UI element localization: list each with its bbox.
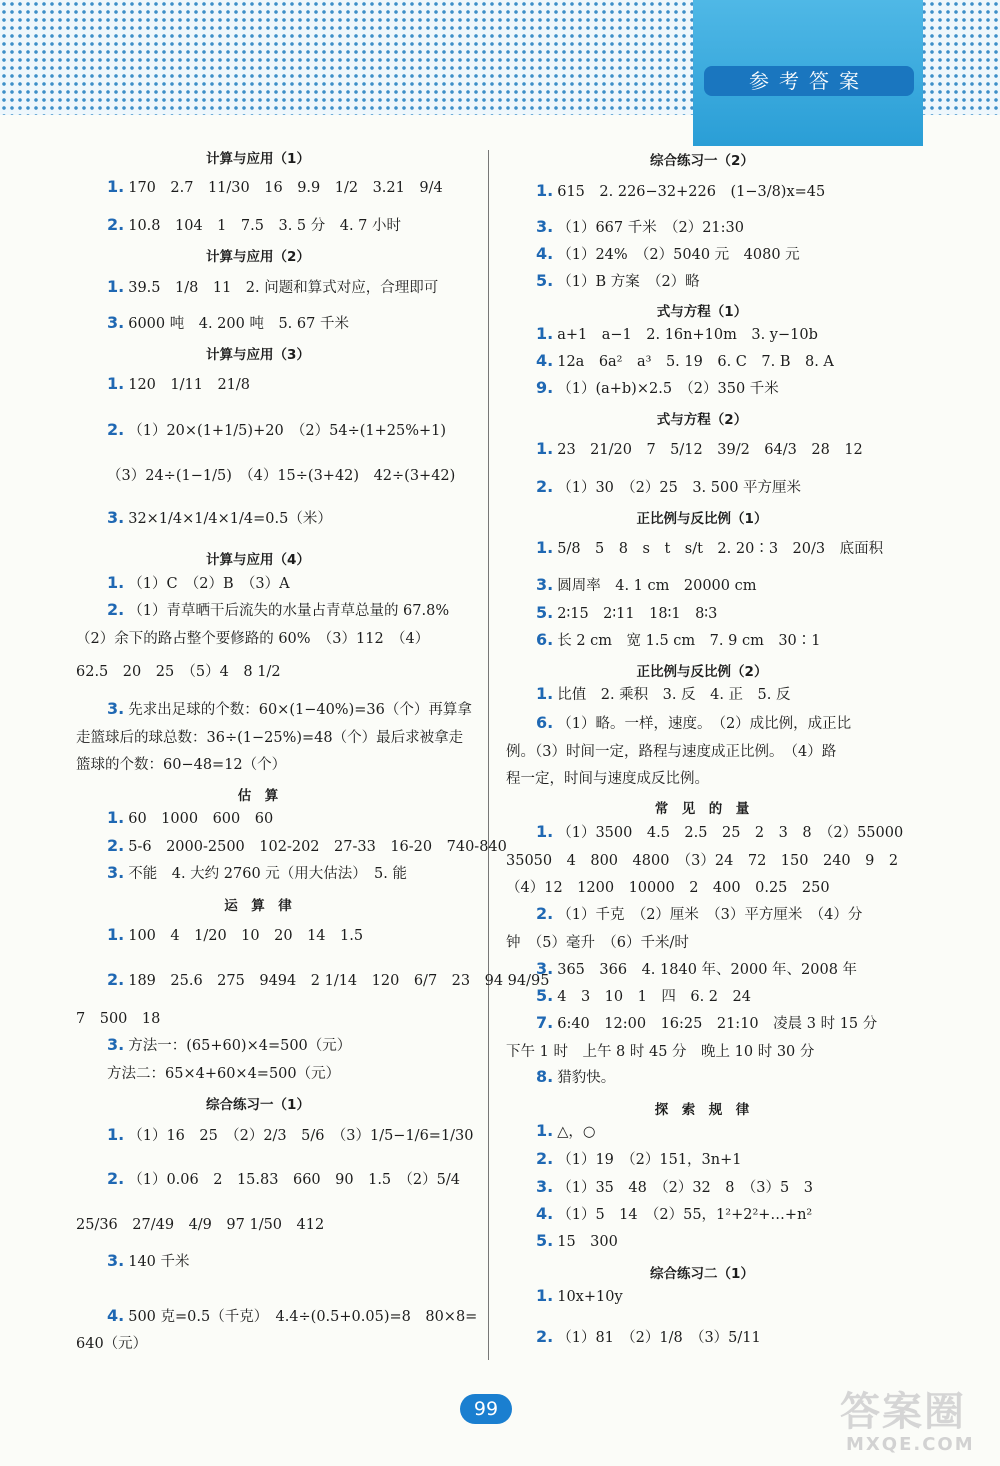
answer-line xyxy=(107,807,273,828)
question-number: 4. xyxy=(536,351,554,370)
question-number: 5. xyxy=(536,1231,554,1250)
answer-line xyxy=(76,726,463,747)
answer-text: （1）24% （2）5040 元 4080 元 xyxy=(557,247,800,263)
section-heading: 正比例与反比例（2） xyxy=(636,664,768,680)
answer-line xyxy=(536,683,791,704)
answer-text: 39.5 1/8 11 2. 问题和算式对应，合理即可 xyxy=(128,280,439,296)
answer-line xyxy=(506,876,830,897)
answer-line xyxy=(536,629,821,650)
answer-line xyxy=(107,969,549,990)
answer-line xyxy=(536,323,818,344)
answer-line xyxy=(536,1012,877,1033)
answer-line xyxy=(536,821,903,842)
question-number: 1. xyxy=(107,573,125,592)
question-number: 3. xyxy=(107,699,125,718)
question-number: 2. xyxy=(107,420,125,439)
answer-line xyxy=(107,572,290,593)
section-heading: 计算与应用（1） xyxy=(206,151,310,167)
question-number: 7. xyxy=(536,1013,554,1032)
page-title: 参考答案 xyxy=(704,66,914,96)
question-number: 1. xyxy=(536,439,554,458)
answer-text: 长 2 cm 宽 1.5 cm 7. 9 cm 30∶1 xyxy=(557,633,821,649)
answer-text: △，○ xyxy=(557,1124,596,1140)
answer-text: 5-6 2000-2500 102-202 27-33 16-20 740-840 xyxy=(128,839,507,855)
question-number: 4. xyxy=(536,244,554,263)
question-number: 1. xyxy=(536,181,554,200)
section-heading: 正比例与反比例（1） xyxy=(636,511,768,527)
answer-line xyxy=(107,507,332,528)
answer-text: 25/36 27/49 4/9 97 1/50 412 xyxy=(76,1217,325,1233)
answer-text: （1）667 千米 （2）21:30 xyxy=(557,220,744,236)
question-number: 4. xyxy=(536,1204,554,1223)
question-number: 3. xyxy=(536,1177,554,1196)
answer-line xyxy=(107,176,443,197)
question-number: 3. xyxy=(107,508,125,527)
question-number: 2. xyxy=(107,970,125,989)
question-number: 1. xyxy=(536,822,554,841)
section-heading: 计算与应用（4） xyxy=(206,552,310,568)
answer-text: 7 500 18 xyxy=(76,1011,161,1027)
question-number: 5. xyxy=(536,271,554,290)
answer-text: 500 克=0.5（千克） 4.4÷(0.5+0.05)=8 80×8= xyxy=(128,1309,478,1325)
question-number: 2. xyxy=(107,600,125,619)
answer-text: 走篮球后的球总数：36÷(1−25%)=48（个）最后求被拿走 xyxy=(76,730,464,746)
question-number: 3. xyxy=(536,217,554,236)
answer-line xyxy=(536,1120,596,1141)
answer-text: （1）3500 4.5 2.5 25 2 3 8 （2）55000 xyxy=(557,825,904,841)
answer-line xyxy=(536,712,851,733)
answer-line xyxy=(107,862,407,883)
answer-text: （1）5 14 （2）55，1²+2²+…+n² xyxy=(557,1207,813,1223)
answer-text: 35050 4 800 4800 （3）24 72 150 240 9 2 xyxy=(506,853,899,869)
answer-line xyxy=(536,537,883,558)
answer-text: （1）35 48 （2）32 8 （3）5 3 xyxy=(557,1180,813,1196)
answer-line xyxy=(506,740,836,761)
answer-line xyxy=(107,1062,340,1083)
answer-text: 12a 6a² a³ 5. 19 6. C 7. B 8. A xyxy=(557,354,834,370)
answer-text: 6:40 12:00 16:25 21:10 凌晨 3 时 15 分 xyxy=(557,1016,878,1032)
answer-text: 100 4 1/20 10 20 14 1.5 xyxy=(128,928,364,944)
question-number: 1. xyxy=(536,1121,554,1140)
answer-line xyxy=(107,1305,477,1326)
answer-line xyxy=(107,599,449,620)
answer-text: （1）81 （2）1/8 （3）5/11 xyxy=(557,1330,761,1346)
answer-line xyxy=(107,1250,190,1271)
section-heading: 式与方程（1） xyxy=(656,304,748,320)
page-number: 99 xyxy=(460,1394,512,1424)
answer-text: （3）24÷(1−1/5) （4）15÷(3+42) 42÷(3+42) xyxy=(107,468,456,484)
answer-text: 比值 2. 乘积 3. 反 4. 正 5. 反 xyxy=(557,687,791,703)
question-number: 4. xyxy=(107,1306,125,1325)
answer-line xyxy=(536,602,717,623)
question-number: 9. xyxy=(536,378,554,397)
section-heading: 估 算 xyxy=(237,788,279,804)
answer-text: 6000 吨 4. 200 吨 5. 67 千米 xyxy=(128,316,349,332)
answer-text: 140 千米 xyxy=(128,1254,190,1270)
answer-text: （1）0.06 2 15.83 660 90 1.5 （2）5/4 xyxy=(128,1172,460,1188)
answer-text: 62.5 20 25 （5）4 8 1/2 xyxy=(76,664,281,680)
answer-line xyxy=(107,1034,351,1055)
answer-text: （2）余下的路占整个要修路的 60% （3）112 （4） xyxy=(76,631,430,647)
question-number: 5. xyxy=(536,986,554,1005)
answer-text: （1）(a+b)×2.5 （2）350 千米 xyxy=(557,381,779,397)
question-number: 1. xyxy=(107,925,125,944)
answer-text: 32×1/4×1/4×1/4=0.5（米） xyxy=(128,511,332,527)
answer-line xyxy=(536,1148,741,1169)
question-number: 2. xyxy=(107,836,125,855)
question-number: 8. xyxy=(536,1067,554,1086)
section-heading: 运 算 律 xyxy=(224,898,292,914)
answer-text: 圆周率 4. 1 cm 20000 cm xyxy=(557,578,757,594)
answer-line xyxy=(107,373,250,394)
answer-line xyxy=(107,924,363,945)
section-heading: 探 索 规 律 xyxy=(654,1102,750,1118)
answer-line xyxy=(536,377,779,398)
section-heading: 综合练习一（2） xyxy=(650,153,754,169)
question-number: 2. xyxy=(107,215,125,234)
answer-text: （1）青草晒干后流失的水量占青草总量的 67.8% xyxy=(128,603,450,619)
answer-line xyxy=(506,931,689,952)
answer-text: （1）C （2）B （3）A xyxy=(128,576,290,592)
answer-text: 程一定，时间与速度成反比例。 xyxy=(506,771,709,787)
question-number: 1. xyxy=(107,808,125,827)
answer-text: （1）20×(1+1/5)+20 （2）54÷(1+25%+1) xyxy=(128,423,447,439)
answer-line xyxy=(76,1213,324,1234)
answer-text: 615 2. 226−32+226 (1−3/8)x=45 xyxy=(557,184,826,200)
answer-line xyxy=(76,627,429,648)
answer-line xyxy=(107,276,438,297)
question-number: 3. xyxy=(536,959,554,978)
question-number: 2. xyxy=(536,904,554,923)
answer-line xyxy=(107,464,455,485)
answer-text: （1）16 25 （2）2/3 5/6 （3）1/5−1/6=1/30 xyxy=(128,1128,474,1144)
question-number: 3. xyxy=(107,1251,125,1270)
answer-line xyxy=(536,1286,623,1305)
question-number: 2. xyxy=(536,477,554,496)
answer-text: （4）12 1200 10000 2 400 0.25 250 xyxy=(506,880,830,896)
watermark-logo: 答案圈 xyxy=(840,1389,966,1435)
section-heading: 常 见 的 量 xyxy=(654,801,750,817)
answer-line xyxy=(76,1007,160,1028)
answer-text: 5/8 5 8 s t s/t 2. 20∶3 20/3 底面积 xyxy=(557,541,884,557)
answer-line xyxy=(107,1168,460,1189)
answer-text: 猎豹快。 xyxy=(557,1070,616,1086)
answer-text: 例。（3）时间一定，路程与速度成正比例。 （4）路 xyxy=(506,744,837,760)
answer-line xyxy=(107,214,401,235)
answer-text: （1）略。一样，速度。 （2）成比例，成正比 xyxy=(557,716,852,732)
question-number: 3. xyxy=(107,1035,125,1054)
answer-line xyxy=(506,767,709,788)
section-heading: 综合练习一（1） xyxy=(206,1097,310,1113)
answer-text: 60 1000 600 60 xyxy=(128,811,274,827)
answer-line xyxy=(107,312,349,333)
answer-text: （1）30 （2）25 3. 500 平方厘米 xyxy=(557,480,802,496)
answer-text: 10.8 104 1 7.5 3. 5 分 4. 7 小时 xyxy=(128,218,402,234)
answer-line xyxy=(536,180,825,201)
question-number: 2. xyxy=(107,1169,125,1188)
section-heading: 计算与应用（2） xyxy=(206,249,310,265)
question-number: 2. xyxy=(536,1327,554,1346)
answer-line xyxy=(536,903,862,924)
answer-text: 篮球的个数：60−48=12（个） xyxy=(76,757,287,773)
answer-text: 365 366 4. 1840 年、2000 年、2008 年 xyxy=(557,962,858,978)
question-number: 6. xyxy=(536,630,554,649)
answer-text: 钟 （5）毫升 （6）千米/时 xyxy=(506,935,689,951)
answer-line xyxy=(536,270,700,291)
answer-text: （1）千克 （2）厘米 （3）平方厘米 （4）分 xyxy=(557,907,863,923)
answer-text: 15 300 xyxy=(557,1234,618,1250)
answer-line xyxy=(536,1066,615,1087)
answer-text: （1）19 （2）151，3n+1 xyxy=(557,1152,742,1168)
answer-text: 4 3 10 1 四 6. 2 24 xyxy=(557,989,751,1005)
answer-line xyxy=(536,1326,761,1347)
answer-line xyxy=(107,419,446,440)
watermark-url: MXQE.COM xyxy=(846,1434,975,1455)
question-number: 1. xyxy=(536,324,554,343)
answer-line xyxy=(536,476,801,497)
answer-line xyxy=(536,350,834,371)
answer-text: 不能 4. 大约 2760 元（用大估法） 5. 能 xyxy=(128,866,407,882)
question-number: 1. xyxy=(107,177,125,196)
answer-text: 23 21/20 7 5/12 39/2 64/3 28 12 xyxy=(557,442,863,458)
column-divider xyxy=(488,150,489,1360)
answer-text: （1）B 方案 （2）略 xyxy=(557,274,700,290)
answer-line xyxy=(76,1332,147,1353)
question-number: 3. xyxy=(107,863,125,882)
question-number: 1. xyxy=(107,1125,125,1144)
section-heading: 式与方程（2） xyxy=(656,412,748,428)
section-heading: 计算与应用（3） xyxy=(206,347,310,363)
answer-text: 2∶15 2∶11 18∶1 8∶3 xyxy=(557,606,718,622)
answer-line xyxy=(76,660,281,681)
answer-line xyxy=(536,985,751,1006)
answer-text: 189 25.6 275 9494 2 1/14 120 6/7 23 94 94/95 xyxy=(128,973,550,989)
question-number: 2. xyxy=(536,1149,554,1168)
question-number: 6. xyxy=(536,713,554,732)
question-number: 1. xyxy=(107,374,125,393)
answer-line xyxy=(536,1230,618,1251)
answer-text: 10x+10y xyxy=(557,1289,623,1305)
answer-line xyxy=(536,216,744,237)
answer-text: 下午 1 时 上午 8 时 45 分 晚上 10 时 30 分 xyxy=(506,1044,815,1060)
answer-line xyxy=(536,243,800,264)
answer-line xyxy=(536,574,756,595)
question-number: 1. xyxy=(107,277,125,296)
answer-text: 方法二：65×4+60×4=500（元） xyxy=(107,1066,341,1082)
answer-text: 方法一：(65+60)×4=500（元） xyxy=(128,1038,352,1054)
answer-text: a+1 a−1 2. 16n+10m 3. y−10b xyxy=(557,327,818,343)
answer-line xyxy=(76,753,286,774)
answer-line xyxy=(506,849,898,870)
question-number: 3. xyxy=(536,575,554,594)
answer-line xyxy=(536,1203,812,1224)
answer-line xyxy=(107,1124,474,1145)
answer-line xyxy=(107,835,507,856)
answer-text: 120 1/11 21/8 xyxy=(128,377,251,393)
section-heading: 综合练习二（1） xyxy=(650,1266,754,1282)
answer-text: 170 2.7 11/30 16 9.9 1/2 3.21 9/4 xyxy=(128,180,443,196)
question-number: 5. xyxy=(536,603,554,622)
answer-line xyxy=(536,1176,813,1197)
question-number: 1. xyxy=(536,684,554,703)
answer-text: 640（元） xyxy=(76,1336,148,1352)
answer-text: 先求出足球的个数：60×(1−40%)=36（个）再算拿 xyxy=(128,702,472,718)
answer-line xyxy=(506,1040,814,1061)
answer-line xyxy=(536,958,857,979)
question-number: 3. xyxy=(107,313,125,332)
question-number: 1. xyxy=(536,1286,554,1305)
answer-line xyxy=(536,438,863,459)
answer-line xyxy=(107,698,472,719)
question-number: 1. xyxy=(536,538,554,557)
